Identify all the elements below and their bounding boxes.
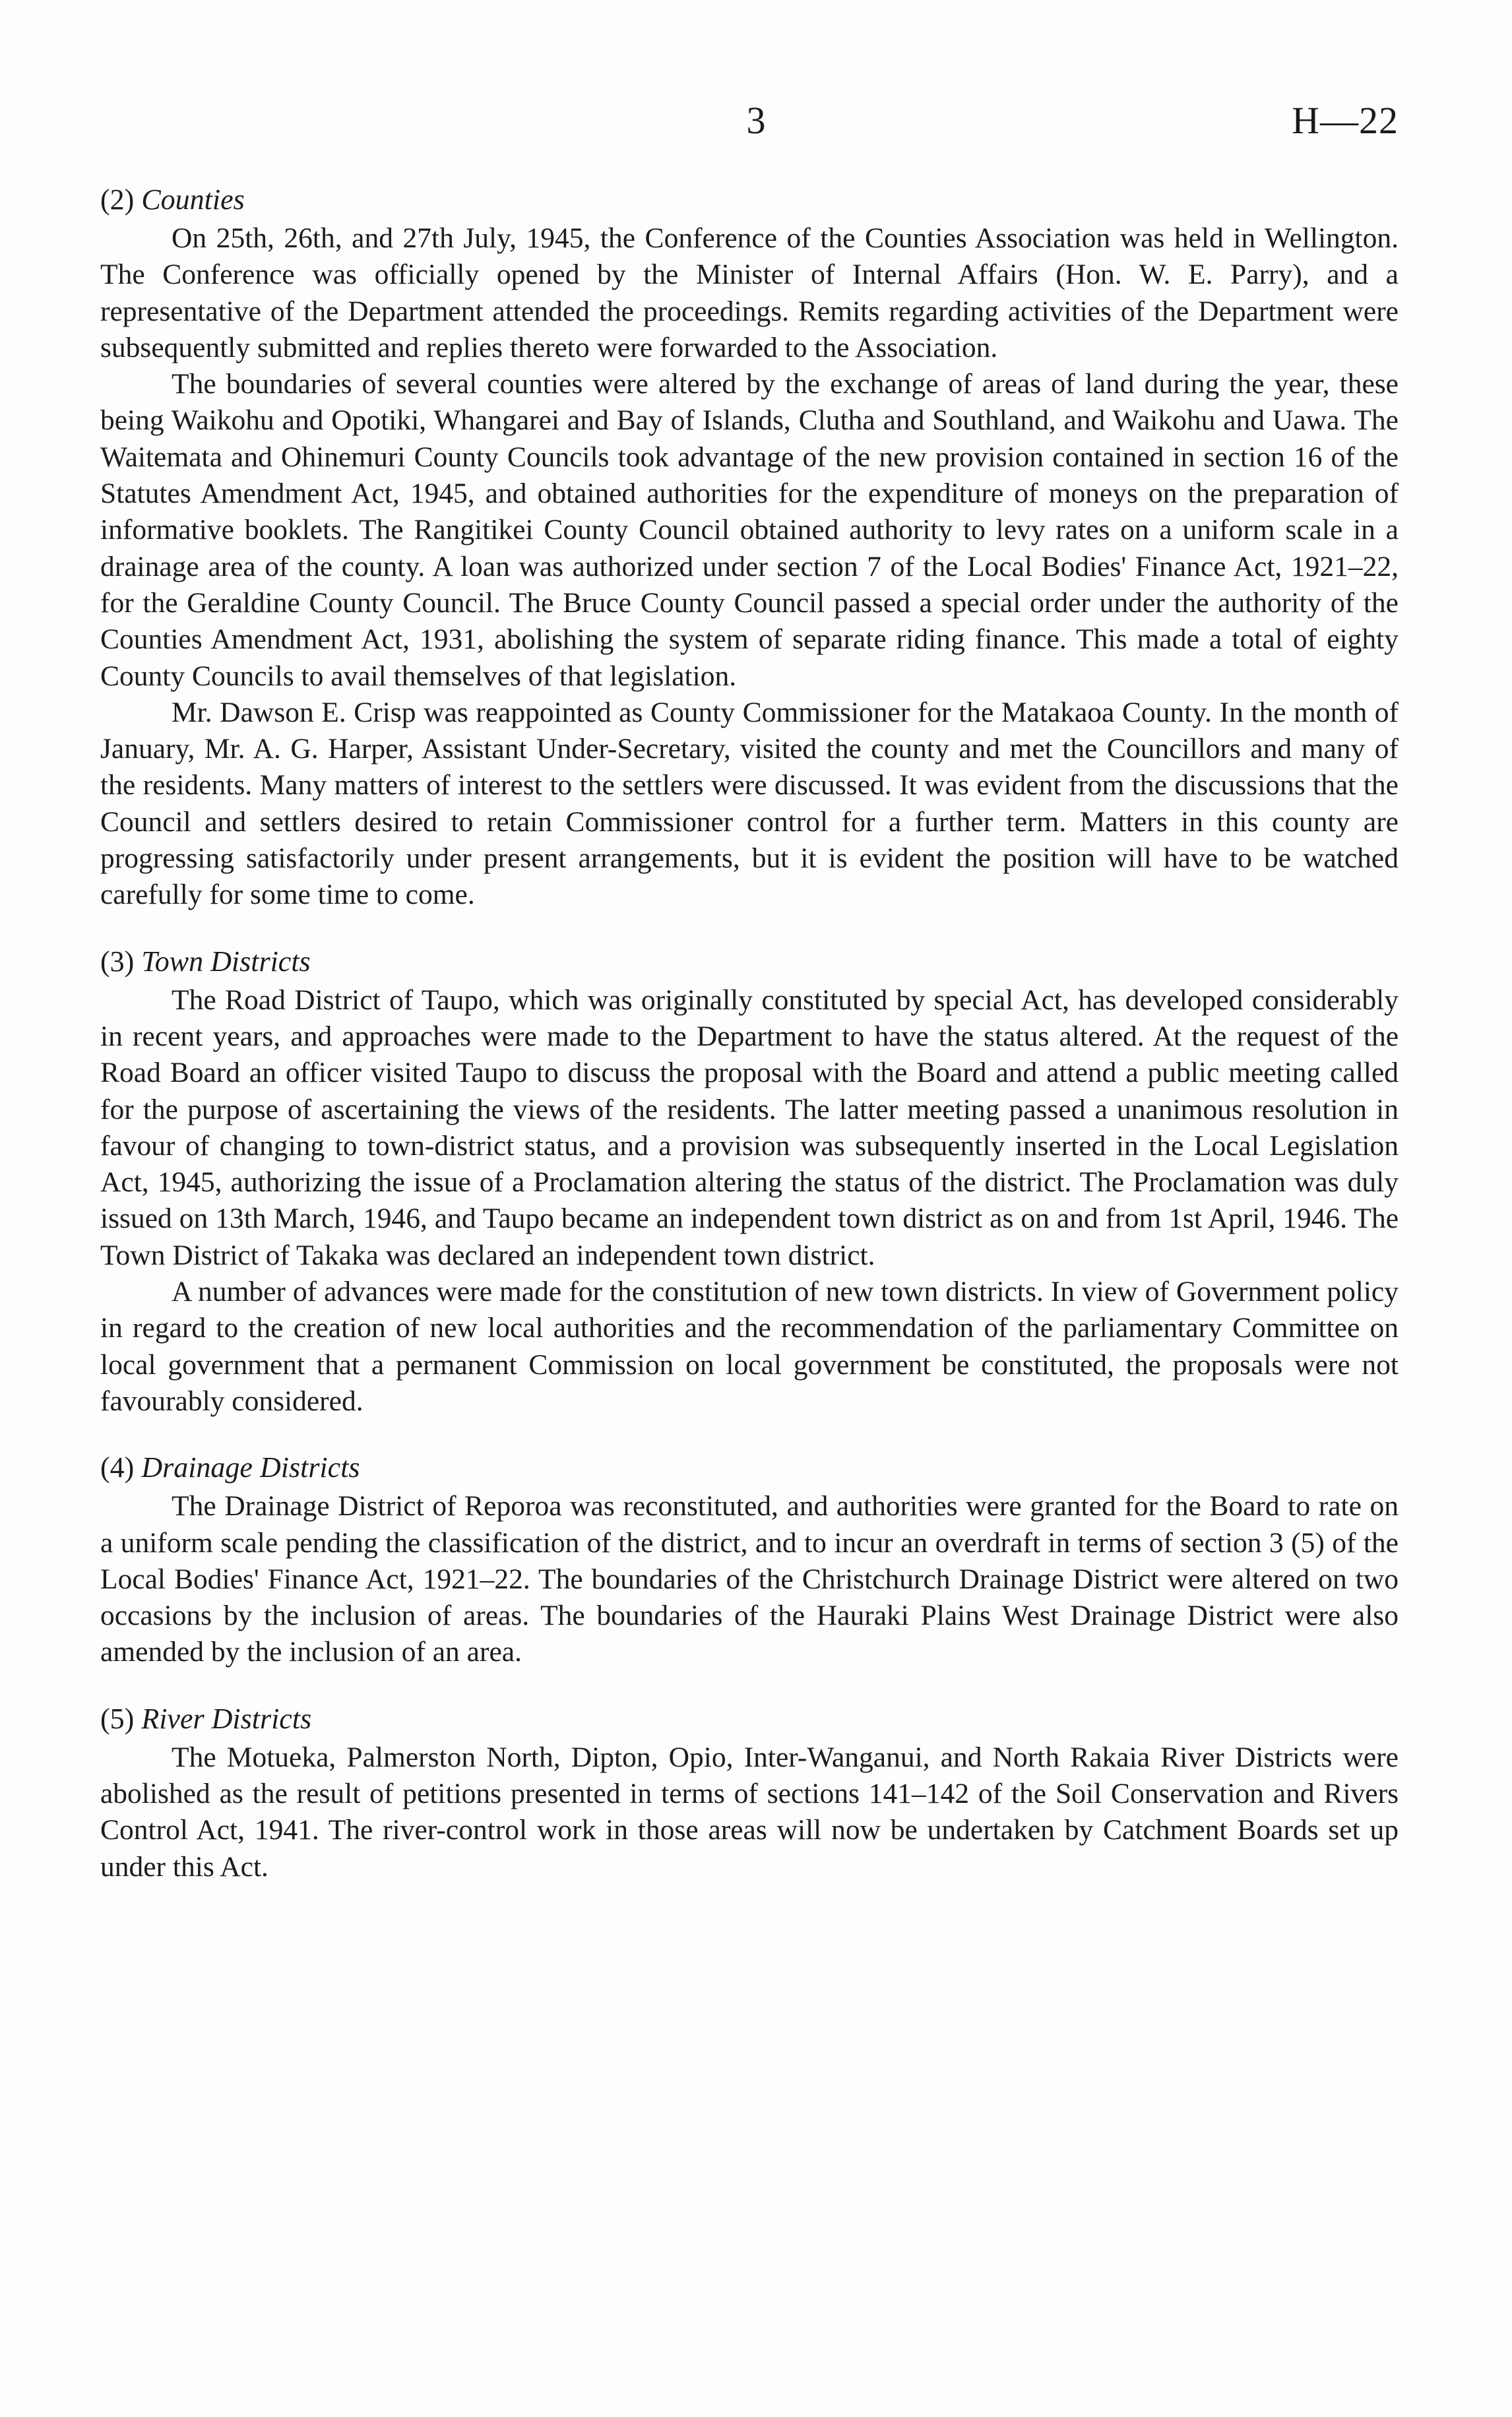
section-number: (2)	[100, 183, 135, 216]
paragraph: Mr. Dawson E. Crisp was reappointed as County Commissioner for the Matakaoa County. In the month of January, Mr. A. G. Harper, Assistant Under-Secretary, visited the county and met the Councillors and many of the residents. Many matters of interest to the settlers were discussed. It was evident from the discussions that the Council and settlers desired to retain Commissioner control for a further term. Matters in this county are progressing satisfactorily under present arrangements, but it is evident the position will have to be watched carefully for some time to come.	[100, 696, 1399, 911]
section-title: Drainage Districts	[141, 1451, 360, 1484]
paragraph: On 25th, 26th, and 27th July, 1945, the Conference of the Counties Association was held in Wellington. The Conference was officially opened by the Minister of Internal Affairs (Hon. W. E. Parry), and a representative of the Department attended the proceedings. Remits regarding activities of the Department were subsequently submitted and replies thereto were forwarded to the Association.	[100, 222, 1399, 363]
section-heading	[100, 941, 1399, 982]
section-counties	[100, 179, 1399, 914]
section-title: River Districts	[141, 1702, 312, 1735]
paragraph: The Motueka, Palmerston North, Dipton, Opio, Inter-Wanganui, and North Rakaia River Districts were abolished as the result of petitions presented in terms of sections 141–142 of the Soil Conservation and Rivers Control Act, 1941. The river-control work in those areas will now be undertaken by Catchment Boards set up under this Act.	[100, 1741, 1399, 1883]
section-heading	[100, 179, 1399, 220]
document-code: H—22	[1292, 99, 1399, 142]
paragraph: The boundaries of several counties were altered by the exchange of areas of land during the year, these being Waikohu and Opotiki, Whangarei and Bay of Islands, Clutha and Southland, and Waikohu and Uawa. The Waitemata and Ohinemuri County Councils took advantage of the new provision contained in section 16 of the Statutes Amendment Act, 1945, and obtained authorities for the expenditure of moneys on the preparation of informative booklets. The Rangitikei County Council obtained authority to levy rates on a uniform scale in a drainage area of the county. A loan was authorized under section 7 of the Local Bodies' Finance Act, 1921–22, for the Geraldine County Council. The Bruce County Council passed a special order under the authority of the Counties Amendment Act, 1931, abolishing the system of separate riding finance. This made a total of eighty County Councils to avail themselves of that legislation.	[100, 368, 1399, 692]
paragraph: A number of advances were made for the constitution of new town districts. In view of Government policy in regard to the creation of new local authorities and the recommendation of the parliamentary Committee on local government that a permanent Commission on local government be constituted, the proposals were not favourably considered.	[100, 1276, 1399, 1417]
paragraph: The Drainage District of Reporoa was reconstituted, and authorities were granted for the Board to rate on a uniform scale pending the classification of the district, and to incur an overdraft in terms of section 3 (5) of the Local Bodies' Finance Act, 1921–22. The boundaries of the Christchurch Drainage District were altered on two occasions by the inclusion of areas. The boundaries of the Hauraki Plains West Drainage District were also amended by the inclusion of an area.	[100, 1490, 1399, 1668]
section-number: (4)	[100, 1451, 135, 1484]
paragraph: The Road District of Taupo, which was originally constituted by special Act, has developed considerably in recent years, and approaches were made to the Department to have the status altered. At the request of the Road Board an officer visited Taupo to discuss the proposal with the Board and attend a public meeting called for the purpose of ascertaining the views of the residents. The latter meeting passed a unanimous resolution in favour of changing to town-district status, and a provision was subsequently inserted in the Local Legislation Act, 1945, authorizing the issue of a Proclamation altering the status of the district. The Proclamation was duly issued on 13th March, 1946, and Taupo became an independent town district as on and from 1st April, 1946. The Town District of Takaka was declared an independent town district.	[100, 984, 1399, 1271]
section-heading	[100, 1447, 1399, 1488]
section-town-districts	[100, 941, 1399, 1420]
section-title: Town Districts	[141, 945, 311, 978]
page-body	[100, 179, 1399, 1913]
section-drainage-districts	[100, 1447, 1399, 1670]
section-number: (3)	[100, 945, 135, 978]
page-header	[100, 98, 1412, 144]
section-river-districts	[100, 1699, 1399, 1885]
section-heading	[100, 1699, 1399, 1740]
section-title: Counties	[141, 183, 245, 216]
section-number: (5)	[100, 1702, 135, 1735]
page-number: 3	[746, 99, 766, 142]
